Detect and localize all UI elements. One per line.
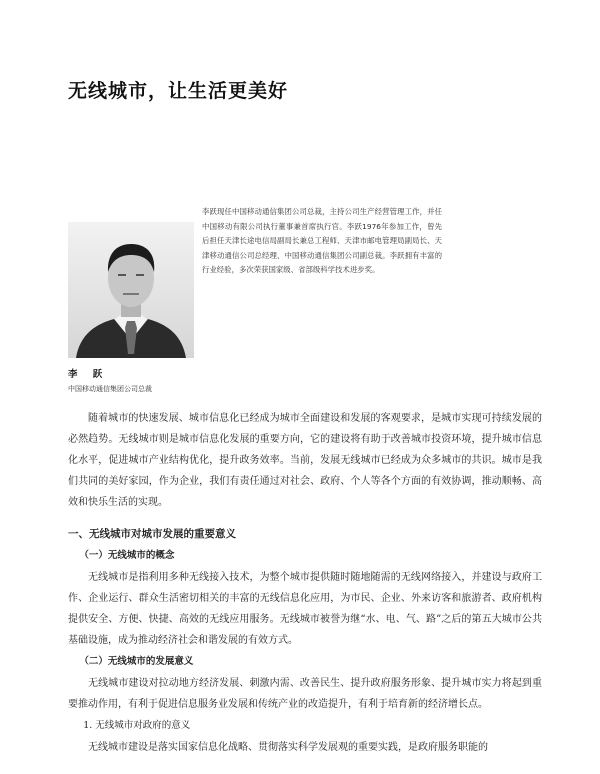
paragraph: 无线城市建设对拉动地方经济发展、刺激内需、改善民生、提升政府服务形象、提升城市实力将起到重要推动作用，有利于促进信息服务业发展和传统产业的改造提升，有利于培育新的经济增长点。	[68, 678, 542, 710]
paragraph: 无线城市建设是落实国家信息化战略、贯彻落实科学发展观的重要实践，是政府服务职能的	[88, 742, 488, 753]
subsection-heading: （一）无线城市的概念	[79, 550, 175, 561]
item-heading: 1. 无线城市对政府的意义	[83, 720, 191, 731]
author-portrait	[68, 222, 194, 358]
article-body	[68, 408, 542, 758]
author-organization: 中国移动通信集团公司总裁	[68, 385, 152, 393]
author-bio: 李跃现任中国移动通信集团公司总裁，主持公司生产经营管理工作，并任中国移动有限公司执行董事兼首席执行官。李跃1976年参加工作，曾先后担任天津长途电信局副局长兼总工程师、天津市邮电管理局副局长、天津移动通信公司总经理、中国移动通信集团公司副总裁。李跃拥有丰富的行业经验，多次荣获国家级、省部级科学技术进步奖。	[202, 207, 442, 274]
section-heading: 一、无线城市对城市发展的重要意义	[68, 528, 236, 540]
portrait-photo-icon	[68, 222, 194, 358]
paragraph: 无线城市是指利用多种无线接入技术，为整个城市提供随时随地随需的无线网络接入，并建设与政府工作、企业运行、群众生活密切相关的丰富的无线信息化应用，为市民、企业、外来访客和旅游者、政府机构提供安全、方便、快捷、高效的无线应用服务。无线城市被誉为继“水、电、气、路”之后的第五大城市公共基础设施，成为推动经济社会和谐发展的有效方式。	[68, 572, 542, 646]
intro-paragraph: 随着城市的快速发展、城市信息化已经成为城市全面建设和发展的客观要求，是城市实现可持续发展的必然趋势。无线城市则是城市信息化发展的重要方向，它的建设将有助于改善城市投资环境，提升城市信息化水平，促进城市产业结构优化，提升政务效率。当前，发展无线城市已经成为众多城市的共识。城市是我们共同的美好家园，作为企业，我们有责任通过对社会、政府、个人等各个方面的有效协调，推动顺畅、高效和快乐生活的实现。	[68, 413, 542, 508]
article-title: 无线城市，让生活更美好	[68, 80, 289, 102]
subsection-heading: （二）无线城市的发展意义	[79, 656, 194, 667]
author-name: 李 跃	[68, 369, 109, 380]
